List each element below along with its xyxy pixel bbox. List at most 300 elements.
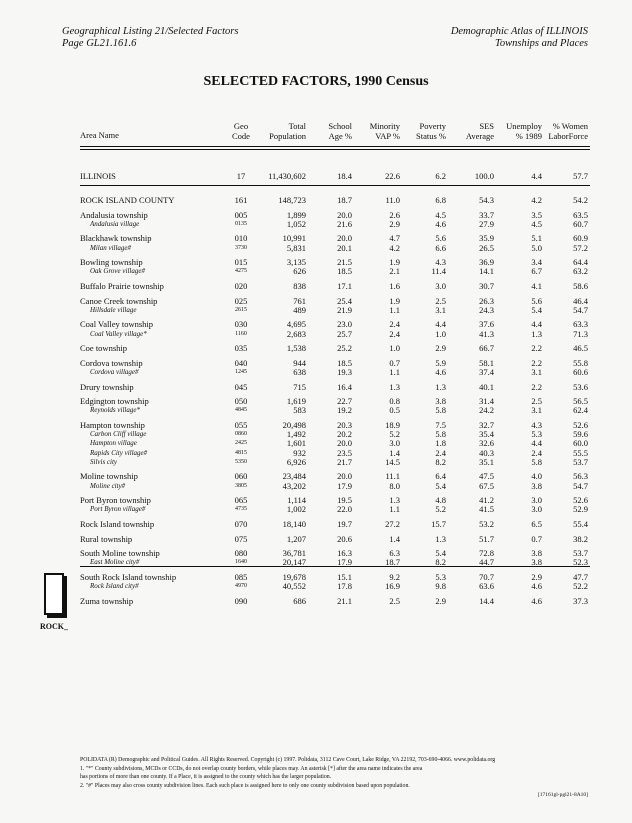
- place-name: Rapids City village#: [90, 448, 148, 457]
- school-age-cell: 20.0: [337, 471, 352, 482]
- population-cell: 838: [293, 281, 306, 291]
- ses-cell: 54.3: [479, 195, 494, 205]
- area-name: Rural township: [80, 533, 133, 544]
- ses-cell: 37.4: [479, 366, 494, 377]
- women-labor-cell: 60.7: [573, 218, 588, 229]
- women-labor-cell: 37.3: [573, 595, 588, 606]
- women-labor-cell: 52.2: [573, 581, 588, 592]
- geo-code-cell: 015: [234, 257, 248, 268]
- unemploy-cell: 3.0: [531, 495, 542, 506]
- school-age-cell: 15.1: [337, 572, 352, 582]
- school-age-cell: 22.7: [337, 396, 352, 407]
- area-name: South Moline township: [80, 548, 160, 559]
- minority-cell: 6.3: [389, 548, 400, 559]
- area-name: Moline township: [80, 471, 138, 482]
- minority-cell: 2.1: [389, 266, 400, 277]
- poverty-cell: 7.5: [435, 420, 446, 430]
- geo-code-cell: 1245: [235, 368, 247, 375]
- unemploy-cell: 5.8: [531, 456, 542, 467]
- school-age-cell: 23.5: [337, 447, 352, 458]
- geo-code-cell: 17: [236, 171, 246, 181]
- population-cell: 20,147: [282, 557, 306, 568]
- school-age-cell: 21.6: [337, 218, 352, 229]
- poverty-cell: 5.4: [435, 480, 446, 491]
- school-age-cell: 19.3: [337, 366, 352, 377]
- women-labor-cell: 55.8: [573, 357, 588, 368]
- place-name: Cordova village#: [90, 367, 139, 376]
- ses-cell: 24.3: [479, 304, 494, 315]
- population-cell: 43,202: [282, 480, 306, 491]
- minority-cell: 1.6: [389, 281, 400, 291]
- population-cell: 23,484: [282, 471, 306, 482]
- school-age-cell: 20.0: [337, 233, 352, 244]
- women-labor-cell: 63.3: [573, 319, 588, 330]
- unemploy-cell: 2.2: [531, 381, 542, 392]
- women-labor-cell: 47.7: [573, 572, 588, 582]
- unemploy-cell: 4.5: [531, 218, 542, 229]
- ses-cell: 51.7: [479, 533, 494, 544]
- school-age-cell: 21.1: [337, 595, 352, 606]
- school-age-cell: 18.4: [337, 171, 352, 181]
- women-labor-cell: 54.7: [573, 480, 588, 491]
- geo-code-cell: 040: [234, 357, 248, 368]
- col-area-name: Area Name: [80, 130, 119, 140]
- poverty-cell: 2.4: [435, 447, 446, 458]
- poverty-cell: 5.9: [435, 357, 446, 368]
- school-age-cell: 21.7: [337, 456, 352, 467]
- school-age-cell: 19.2: [337, 405, 352, 416]
- population-cell: 18,140: [282, 519, 306, 529]
- unemploy-cell: 2.4: [531, 447, 542, 458]
- minority-cell: 9.2: [389, 572, 400, 582]
- school-age-cell: 17.9: [337, 480, 352, 491]
- population-cell: 19,678: [282, 572, 306, 582]
- place-name: Silvis city: [90, 457, 118, 466]
- geo-code-cell: 060: [234, 471, 248, 482]
- school-age-cell: 19.5: [337, 495, 352, 506]
- ses-cell: 41.3: [479, 328, 494, 339]
- poverty-cell: 5.8: [435, 405, 446, 416]
- geo-code-cell: 2425: [235, 440, 247, 447]
- women-labor-cell: 53.6: [573, 381, 588, 392]
- geo-code-cell: 025: [234, 295, 248, 306]
- ses-cell: 31.4: [479, 396, 494, 407]
- place-name: Carbon Cliff village: [90, 430, 147, 439]
- geo-code-cell: 4970: [235, 583, 247, 590]
- women-labor-cell: 54.7: [573, 304, 588, 315]
- population-cell: 761: [293, 295, 306, 306]
- minority-cell: 1.4: [389, 447, 400, 458]
- unemploy-cell: 5.0: [531, 242, 542, 253]
- poverty-cell: 6.4: [435, 471, 446, 482]
- minority-cell: 1.9: [389, 295, 400, 306]
- unemploy-cell: 2.9: [531, 572, 542, 582]
- school-age-cell: 16.4: [337, 381, 352, 392]
- unemploy-cell: 3.8: [531, 480, 542, 491]
- unemploy-cell: 3.8: [531, 548, 542, 559]
- poverty-cell: 15.7: [431, 519, 446, 529]
- minority-cell: 1.3: [389, 381, 400, 392]
- minority-cell: 1.4: [389, 533, 400, 544]
- ses-cell: 67.5: [479, 480, 494, 491]
- page-number: Page GL21.161.6: [62, 38, 137, 49]
- school-age-cell: 17.9: [337, 557, 352, 568]
- population-cell: 36,781: [282, 548, 306, 559]
- population-cell: 1,899: [286, 209, 306, 220]
- minority-cell: 0.8: [389, 396, 400, 407]
- unemploy-cell: 1.3: [531, 328, 542, 339]
- poverty-cell: 5.4: [435, 548, 446, 559]
- women-labor-cell: 62.4: [573, 405, 588, 416]
- note-1a: 1. "*" County subdivisions, MCDs or CCDs, do not overlap county borders, while places may. An asterisk [*] after the area name indicates the area: [80, 765, 423, 772]
- unemploy-cell: 2.2: [531, 343, 542, 354]
- poverty-cell: 4.6: [435, 218, 446, 229]
- poverty-cell: 11.4: [431, 266, 446, 277]
- col-minority-vap: Minority VAP %: [369, 121, 400, 141]
- population-cell: 583: [293, 405, 306, 416]
- place-name: Port Byron village#: [90, 505, 146, 514]
- minority-cell: 14.5: [385, 456, 400, 467]
- ses-cell: 72.8: [479, 548, 494, 559]
- school-age-cell: 22.0: [337, 504, 352, 515]
- col-unemploy: Unemploy % 1989: [506, 121, 542, 141]
- atlas-title: Demographic Atlas of ILLINOIS: [450, 26, 588, 37]
- geo-code-cell: 075: [234, 533, 248, 544]
- minority-cell: 18.9: [385, 420, 400, 430]
- population-cell: 932: [293, 447, 306, 458]
- place-name: Hampton village: [90, 439, 137, 448]
- minority-cell: 2.4: [389, 319, 400, 330]
- area-name: ROCK ISLAND COUNTY: [80, 195, 175, 205]
- poverty-cell: 1.8: [435, 438, 446, 449]
- school-age-cell: 18.7: [337, 195, 352, 205]
- minority-cell: 1.9: [389, 257, 400, 268]
- place-name: Andalusia village: [90, 219, 140, 228]
- poverty-cell: 2.5: [435, 295, 446, 306]
- poverty-cell: 1.3: [435, 533, 446, 544]
- col-geo-code: Geo Code: [232, 121, 250, 141]
- col-poverty-status: Poverty Status %: [416, 121, 446, 141]
- women-labor-cell: 55.5: [573, 447, 588, 458]
- unemploy-cell: 4.4: [531, 319, 542, 330]
- school-age-cell: 20.0: [337, 209, 352, 220]
- header-left: [62, 26, 238, 50]
- ses-cell: 58.1: [479, 357, 494, 368]
- unemploy-cell: 5.3: [531, 429, 542, 440]
- poverty-cell: 4.3: [435, 257, 446, 268]
- ses-cell: 66.7: [479, 343, 494, 354]
- women-labor-cell: 60.9: [573, 233, 588, 244]
- geo-code-cell: 0860: [235, 431, 247, 438]
- minority-cell: 16.9: [385, 581, 400, 592]
- population-cell: 1,492: [286, 429, 306, 440]
- women-labor-cell: 63.5: [573, 209, 588, 220]
- school-age-cell: 19.7: [337, 519, 352, 529]
- population-cell: 2,683: [286, 328, 306, 339]
- geo-code-cell: 010: [234, 233, 248, 244]
- geo-code-cell: 020: [234, 281, 248, 291]
- ses-cell: 41.2: [479, 495, 494, 506]
- population-cell: 1,538: [286, 343, 306, 354]
- geo-code-cell: 035: [234, 343, 248, 354]
- school-age-cell: 20.1: [337, 242, 352, 253]
- geo-code-cell: 4815: [235, 449, 247, 456]
- map-label: ROCK_: [40, 622, 68, 631]
- women-labor-cell: 59.6: [573, 429, 588, 440]
- geo-code-cell: 070: [234, 519, 248, 529]
- ses-cell: 32.7: [479, 420, 494, 430]
- minority-cell: 2.4: [389, 328, 400, 339]
- women-labor-cell: 46.4: [573, 295, 588, 306]
- poverty-cell: 1.0: [435, 328, 446, 339]
- unemploy-cell: 4.3: [531, 420, 542, 430]
- ses-cell: 35.1: [479, 456, 494, 467]
- school-age-cell: 25.4: [337, 295, 352, 306]
- ses-cell: 47.5: [479, 471, 494, 482]
- ses-cell: 40.1: [479, 381, 494, 392]
- ses-cell: 27.9: [479, 218, 494, 229]
- population-cell: 20,498: [282, 420, 306, 430]
- geo-code-cell: 1160: [235, 330, 247, 337]
- poverty-cell: 5.2: [435, 504, 446, 515]
- women-labor-cell: 64.4: [573, 257, 588, 268]
- minority-cell: 8.0: [389, 480, 400, 491]
- geo-code-cell: 045: [234, 381, 248, 392]
- copyright-line: POLIDATA (R) Demographic and Political Guides. All Rights Reserved. Copyright (c) 1997. Polidata, 3112 Cave Court, Lake Ridge, VA 22192, 703-690-4066. www.polidata.org: [80, 757, 496, 763]
- listing-title: Geographical Listing 21/Selected Factors: [62, 26, 239, 37]
- population-cell: 4,695: [286, 319, 306, 330]
- women-labor-cell: 58.6: [573, 281, 588, 291]
- page-title: SELECTED FACTORS, 1990 Census: [203, 74, 429, 89]
- minority-cell: 11.1: [385, 471, 400, 482]
- ses-cell: 26.3: [479, 295, 494, 306]
- minority-cell: 1.3: [389, 495, 400, 506]
- unemploy-cell: 3.0: [531, 504, 542, 515]
- header-right: [451, 26, 588, 50]
- women-labor-cell: 52.6: [573, 495, 588, 506]
- unemploy-cell: 3.5: [531, 209, 542, 220]
- header-rule-double: [80, 149, 590, 150]
- place-name: Reynolds village*: [90, 406, 140, 415]
- poverty-cell: 6.2: [435, 171, 446, 181]
- minority-cell: 4.7: [389, 233, 400, 244]
- school-age-cell: 25.7: [337, 328, 352, 339]
- poverty-cell: 6.6: [435, 242, 446, 253]
- col-ses-average: SES Average: [465, 121, 494, 141]
- school-age-cell: 21.5: [337, 257, 352, 268]
- minority-cell: 1.0: [389, 343, 400, 354]
- poverty-cell: 6.8: [435, 195, 446, 205]
- unemploy-cell: 5.1: [531, 233, 542, 244]
- minority-cell: 2.9: [389, 218, 400, 229]
- minority-cell: 1.1: [389, 504, 400, 515]
- geo-code-cell: 090: [234, 595, 248, 606]
- area-name: Buffalo Prairie township: [80, 281, 164, 291]
- col-school-age: School Age %: [328, 121, 352, 141]
- school-age-cell: 18.5: [337, 266, 352, 277]
- school-age-cell: 20.0: [337, 438, 352, 449]
- population-cell: 11,430,602: [268, 171, 306, 181]
- women-labor-cell: 52.9: [573, 504, 588, 515]
- women-labor-cell: 71.3: [573, 328, 588, 339]
- poverty-cell: 4.4: [435, 319, 446, 330]
- ses-cell: 35.4: [479, 429, 494, 440]
- population-cell: 626: [293, 266, 306, 277]
- col-women-laborforce: % Women LaborForce: [548, 121, 588, 141]
- area-name: Zuma township: [80, 595, 134, 606]
- school-age-cell: 16.3: [337, 548, 352, 559]
- header-rule: [80, 146, 590, 147]
- poverty-cell: 2.9: [435, 595, 446, 606]
- ses-cell: 44.7: [479, 557, 494, 568]
- poverty-cell: 3.1: [435, 304, 446, 315]
- geo-code-cell: 080: [234, 548, 248, 559]
- unemploy-cell: 4.1: [531, 281, 542, 291]
- women-labor-cell: 63.2: [573, 266, 588, 277]
- school-age-cell: 23.0: [337, 319, 352, 330]
- minority-cell: 2.6: [389, 209, 400, 220]
- ses-cell: 14.1: [479, 266, 494, 277]
- place-name: Hillsdale village: [90, 305, 137, 314]
- unemploy-cell: 6.5: [531, 519, 542, 529]
- poverty-cell: 5.3: [435, 572, 446, 582]
- minority-cell: 27.2: [385, 519, 400, 529]
- population-cell: 1,052: [286, 218, 306, 229]
- minority-cell: 0.7: [389, 357, 400, 368]
- poverty-cell: 3.0: [435, 281, 446, 291]
- area-name: Andalusia township: [80, 209, 148, 220]
- ses-cell: 24.2: [479, 405, 494, 416]
- unemploy-cell: 5.4: [531, 304, 542, 315]
- geo-code-cell: 3805: [235, 482, 247, 489]
- school-age-cell: 25.2: [337, 343, 352, 354]
- area-name: Rock Island township: [80, 519, 155, 529]
- area-name: Hampton township: [80, 420, 145, 430]
- women-labor-cell: 52.6: [573, 420, 588, 430]
- unemploy-cell: 4.6: [531, 581, 542, 592]
- geo-code-cell: 5350: [235, 458, 247, 465]
- population-cell: 3,135: [286, 257, 306, 268]
- geo-code-cell: 4275: [235, 268, 247, 275]
- minority-cell: 18.7: [385, 557, 400, 568]
- place-name: East Moline city#: [90, 558, 140, 567]
- women-labor-cell: 53.7: [573, 548, 588, 559]
- place-name: Moline city#: [90, 481, 126, 490]
- population-cell: 5,831: [286, 242, 306, 253]
- minority-cell: 1.1: [389, 304, 400, 315]
- poverty-cell: 5.6: [435, 233, 446, 244]
- poverty-cell: 9.8: [435, 581, 446, 592]
- population-cell: 489: [293, 304, 306, 315]
- atlas-subtitle: Townships and Places: [495, 38, 588, 49]
- area-name: Bowling township: [80, 257, 143, 268]
- poverty-cell: 8.2: [435, 557, 446, 568]
- minority-cell: 2.5: [389, 595, 400, 606]
- unemploy-cell: 2.2: [531, 357, 542, 368]
- poverty-cell: 2.9: [435, 343, 446, 354]
- geo-code-cell: 065: [234, 495, 248, 506]
- women-labor-cell: 57.2: [573, 242, 588, 253]
- area-name: South Rock Island township: [80, 572, 177, 582]
- footer-notes: [80, 756, 580, 790]
- ses-cell: 33.7: [479, 209, 494, 220]
- school-age-cell: 20.3: [337, 420, 352, 430]
- geo-code-cell: 161: [234, 195, 248, 205]
- minority-cell: 5.2: [389, 429, 400, 440]
- unemploy-cell: 6.7: [531, 266, 542, 277]
- unemploy-cell: 5.6: [531, 295, 542, 306]
- document-id: [17161gl-pgl21-8A10]: [537, 792, 588, 798]
- women-labor-cell: 38.2: [573, 533, 588, 544]
- unemploy-cell: 2.5: [531, 396, 542, 407]
- women-labor-cell: 53.7: [573, 456, 588, 467]
- area-name: ILLINOIS: [80, 171, 116, 181]
- geo-code-cell: 050: [234, 396, 248, 407]
- area-name: Edgington township: [80, 396, 149, 407]
- ses-cell: 14.4: [479, 595, 494, 606]
- population-cell: 1,002: [286, 504, 306, 515]
- note-2: 2. "#" Places may also cross county subdivision lines. Each such place is assigned here to only one county subdivision based upon population.: [80, 782, 410, 789]
- population-cell: 686: [293, 595, 306, 606]
- women-labor-cell: 46.5: [573, 343, 588, 354]
- population-cell: 1,601: [286, 438, 306, 449]
- unemploy-cell: 3.1: [531, 366, 542, 377]
- unemploy-cell: 4.6: [531, 595, 542, 606]
- poverty-cell: 3.8: [435, 396, 446, 407]
- population-cell: 6,926: [286, 456, 306, 467]
- poverty-cell: 4.8: [435, 495, 446, 506]
- place-name: Oak Grove village#: [90, 267, 145, 276]
- note-1b: has portions of more than one county. If a Place, it is assigned to the county which has the larger population.: [80, 774, 332, 780]
- poverty-cell: 4.5: [435, 209, 446, 220]
- col-total-population: Total Population: [269, 121, 306, 141]
- area-name: Coe township: [80, 343, 127, 354]
- population-cell: 40,552: [282, 581, 306, 592]
- population-cell: 944: [293, 357, 306, 368]
- school-age-cell: 21.9: [337, 304, 352, 315]
- ses-cell: 37.6: [479, 319, 494, 330]
- area-name: Cordova township: [80, 357, 143, 368]
- poverty-cell: 1.3: [435, 381, 446, 392]
- area-name: Port Byron township: [80, 495, 151, 506]
- minority-cell: 11.0: [385, 195, 400, 205]
- area-name: Coal Valley township: [80, 319, 154, 330]
- population-cell: 1,207: [286, 533, 306, 544]
- school-age-cell: 20.2: [337, 429, 352, 440]
- minority-cell: 0.5: [389, 405, 400, 416]
- school-age-cell: 20.6: [337, 533, 352, 544]
- ses-cell: 35.9: [479, 233, 494, 244]
- school-age-cell: 17.1: [337, 281, 352, 291]
- poverty-cell: 4.6: [435, 366, 446, 377]
- women-labor-cell: 56.3: [573, 471, 588, 482]
- school-age-cell: 17.8: [337, 581, 352, 592]
- area-name: Blackhawk township: [80, 233, 152, 244]
- population-cell: 1,114: [287, 495, 306, 506]
- unemploy-cell: 3.1: [531, 405, 542, 416]
- geo-code-cell: 3730: [235, 244, 247, 251]
- ses-cell: 36.9: [479, 257, 494, 268]
- ses-cell: 26.5: [479, 242, 494, 253]
- area-name: Canoe Creek township: [80, 295, 158, 306]
- place-name: Coal Valley village*: [90, 329, 147, 338]
- geo-code-cell: 0135: [235, 220, 247, 227]
- geo-code-cell: 2615: [235, 306, 247, 313]
- place-name: Rock Island city#: [90, 582, 139, 591]
- population-cell: 148,723: [278, 195, 306, 205]
- minority-cell: 1.1: [389, 366, 400, 377]
- geo-code-cell: 1640: [235, 559, 247, 566]
